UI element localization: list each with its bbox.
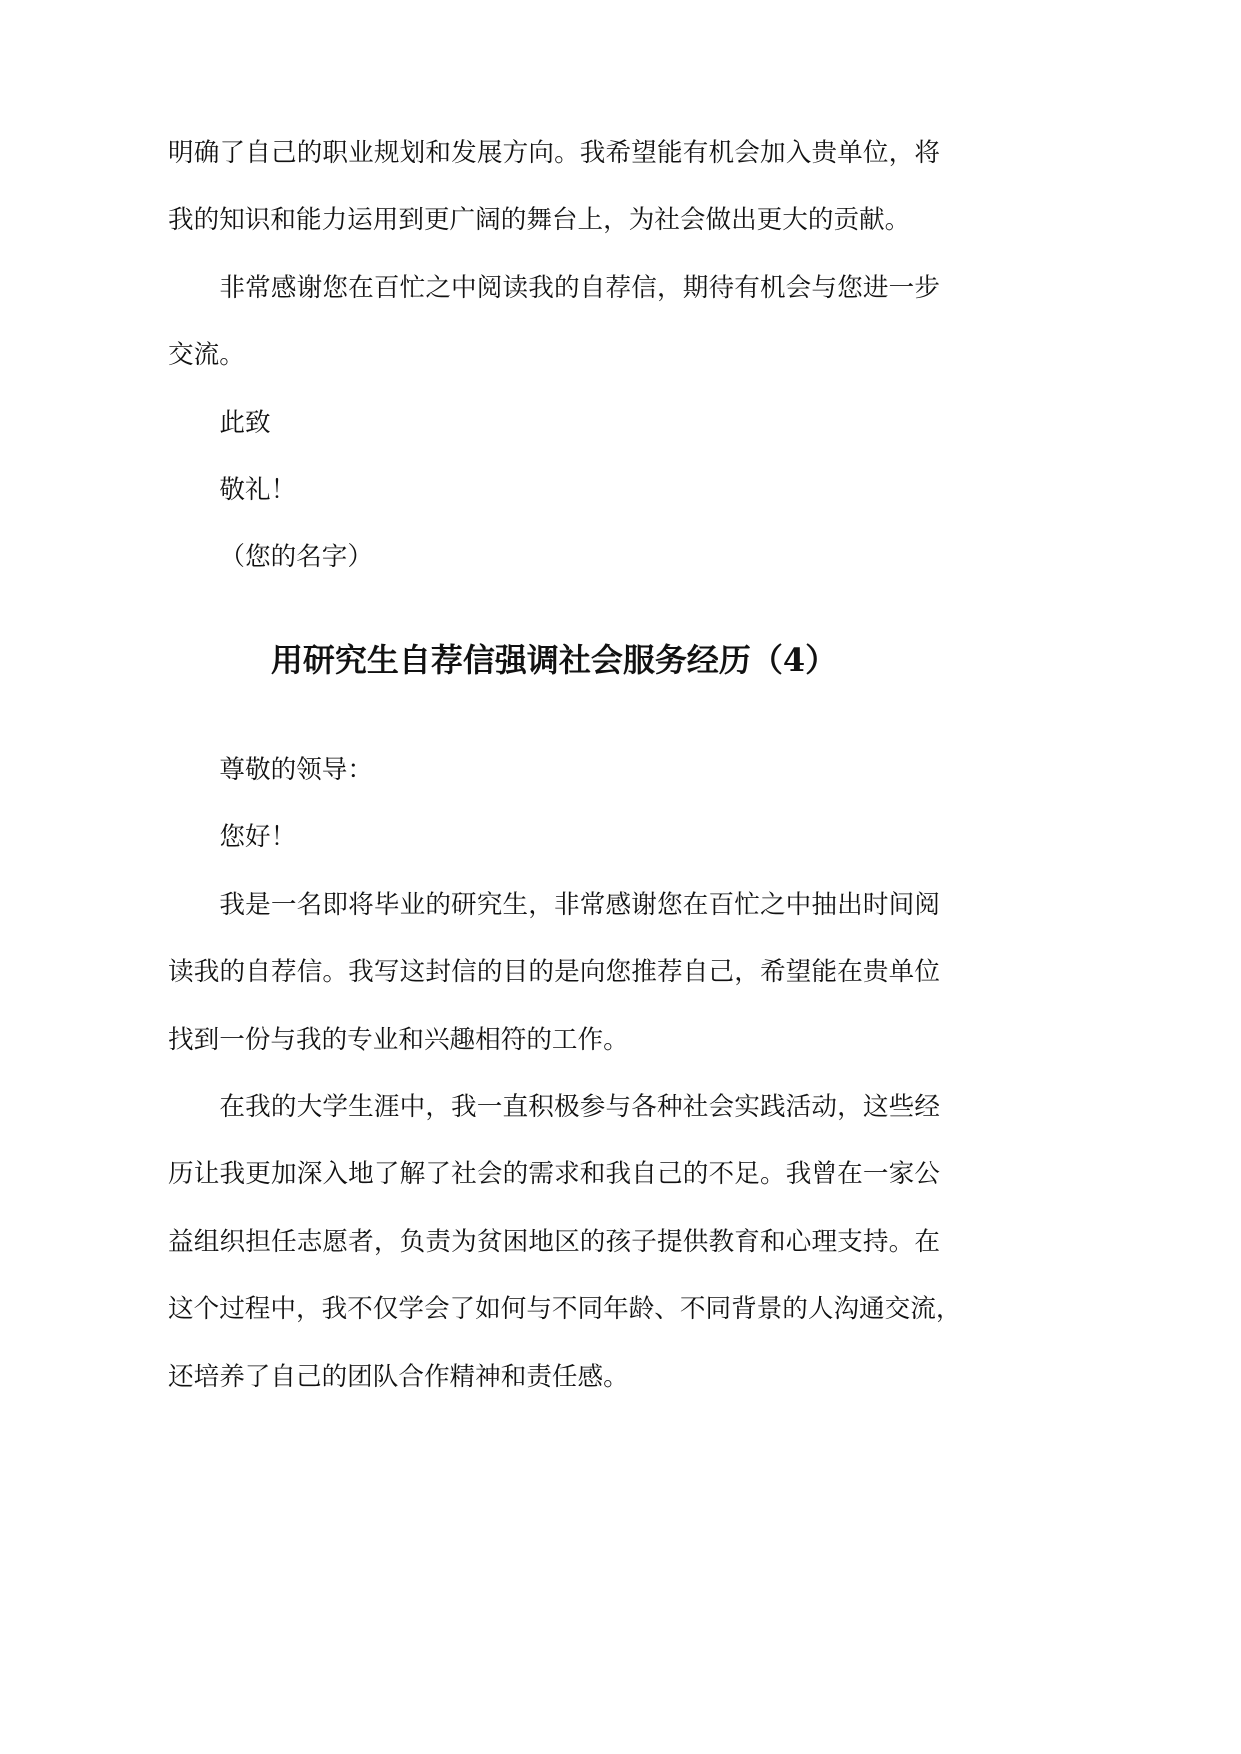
text-line: 这个过程中，我不仅学会了如何与不同年龄、不同背景的人沟通交流， [168,1294,962,1325]
text-line: 益组织担任志愿者，负责为贫困地区的孩子提供教育和心理支持。在 [168,1226,940,1257]
paragraph [168,120,940,255]
text-line: 找到一份与我的专业和兴趣相符的工作。 [168,1024,629,1055]
text-line: 明确了自己的职业规划和发展方向。我希望能有机会加入贵单位，将 [168,138,940,168]
greeting-text: 尊敬的领导： [219,755,373,785]
signature-placeholder: （您的名字） [219,542,373,573]
section-heading: 用研究生自荐信强调社会服务经历（4） [270,641,838,679]
text-line: 交流。 [168,340,245,371]
closing-text: 此致 [219,407,271,438]
paragraph [168,872,940,1074]
paragraph [168,1074,962,1411]
text-line: 我是一名即将毕业的研究生，非常感谢您在百忙之中抽出时间阅 [219,889,940,920]
letter-body [168,737,962,1411]
text-line: 读我的自荐信。我写这封信的目的是向您推荐自己，希望能在贵单位 [168,957,940,988]
text-line: 还培养了自己的团队合作精神和责任感。 [168,1361,629,1392]
text-line: 我的知识和能力运用到更广阔的舞台上，为社会做出更大的贡献。 [168,205,911,236]
text-line: 历让我更加深入地了解了社会的需求和我自己的不足。我曾在一家公 [168,1159,940,1190]
previous-letter-ending [168,120,940,592]
salutation-text: 敬礼！ [219,474,297,505]
text-line: 在我的大学生涯中，我一直积极参与各种社会实践活动，这些经 [219,1091,940,1122]
text-line: 非常感谢您在百忙之中阅读我的自荐信，期待有机会与您进一步 [219,272,940,303]
paragraph [168,255,940,390]
opening-text: 您好！ [219,822,297,853]
